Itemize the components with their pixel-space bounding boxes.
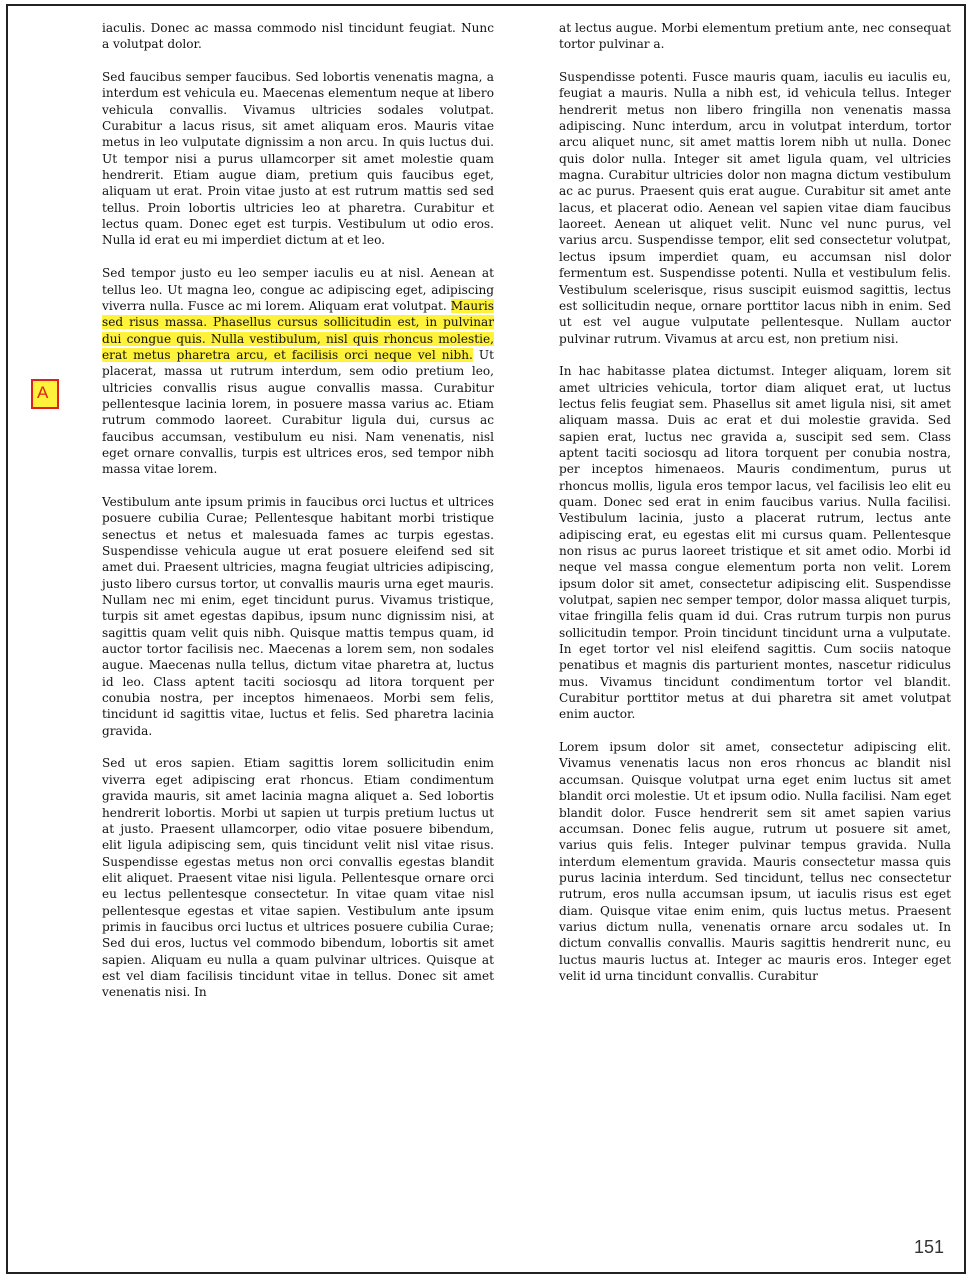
highlighted-text[interactable]: Mauris sed risus massa. Phasellus cursus sollicitudin est, in pulvinar dui congue quis. Nulla vestibulum, nisl quis rhoncus molestie, erat metus pharetra arcu, et facilisis orci neque vel nibh. [102,298,494,362]
paragraph-text: Sed tempor justo eu leo semper iaculis eu at nisl. Aenean at tellus leo. Ut magna leo, congue ac adipiscing eget, adipiscing viverra nulla. Fusce ac mi lorem. Aliquam erat volutpat. [102,266,494,313]
paragraph: Suspendisse potenti. Fusce mauris quam, iaculis eu iaculis eu, feugiat a mauris. Nulla a nibh est, id vehicula tellus. Integer hendrerit metus non libero fringilla non venenatis massa adipiscing. Nunc interdum, arcu in volutpat interdum, tortor arcu aliquet nunc, sit amet mattis lorem nibh ut nulla. Donec quis dolor nulla. Integer sit amet ligula quam, vel ultricies magna. Curabitur ultricies dolor non magna dictum vestibulum ac ac purus. Praesent quis erat augue. Curabitur sit amet ante lacus, et placerat odio. Aenean vel sapien vitae diam faucibus laoreet. Aenean ut aliquet velit. Nunc vel nunc purus, vel varius arcu. Suspendisse tempor, elit sed consectetur volutpat, lectus ipsum imperdiet quam, eu accumsan nisl dolor fermentum est. Suspendisse potenti. Nulla et vestibulum felis. Vestibulum scelerisque, risus suscipit euismod sagittis, lectus est sollicitudin neque, ornare porttitor lacus nibh in enim. Sed ut est vel augue vulputate pellentesque. Nullam auctor pulvinar rutrum. Vivamus at arcu est, non pretium nisi. [559,70,951,346]
paragraph: iaculis. Donec ac massa commodo nisl tincidunt feugiat. Nunc a volutpat dolor. [102,21,494,52]
paragraph: Lorem ipsum dolor sit amet, consectetur adipiscing elit. Vivamus venenatis lacus non eros rhoncus ac blandit nisl accumsan. Quisque volutpat urna eget enim luctus sit amet blandit orci molestie. Ut et ipsum odio. Nulla facilisi. Nam eget blandit dolor. Fusce hendrerit sem sit amet sapien varius accumsan. Donec felis augue, rutrum ut posuere sit amet, varius quis felis. Integer pulvinar tempus gravida. Nulla interdum elementum gravida. Mauris consectetur massa quis purus lacinia interdum. Sed tincidunt, tellus nec consectetur rutrum, eros nulla accumsan ipsum, ut iaculis risus est eget diam. Quisque vitae enim enim, quis luctus metus. Praesent varius dictum nulla, venenatis ornare arcu sodales ut. In dictum convallis convallis. Mauris sagittis hendrerit nunc, eu luctus mauris luctus at. Integer ac mauris eros. Integer eget velit id urna tincidunt convallis. Curabitur [559,740,951,983]
left-column [102,20,494,1017]
paragraph: Vestibulum ante ipsum primis in faucibus orci luctus et ultrices posuere cubilia Curae; Pellentesque habitant morbi tristique senectus et netus et malesuada fames ac turpis egestas. Suspendisse vehicula augue ut erat posuere eleifend sed sit amet dui. Praesent ultricies, magna feugiat ultricies adipiscing, justo libero cursus tortor, ut convallis mauris urna eget mauris. Nullam nec mi enim, eget tincidunt purus. Vivamus tristique, turpis sit amet egestas dapibus, ipsum nunc dignissim nisi, at sagittis quam velit quis nibh. Quisque mattis tempus quam, id auctor tortor facilisis nec. Maecenas a lorem sem, non sodales augue. Maecenas nulla tellus, dictum vitae pharetra at, luctus id leo. Class aptent taciti sociosqu ad litora torquent per conubia nostra, per inceptos himenaeos. Morbi sem felis, tincidunt id sagittis vitae, luctus et felis. Sed pharetra lacinia gravida. [102,494,494,738]
right-column [559,20,951,1001]
paragraph-text: Ut placerat, massa ut rutrum interdum, sem odio pretium leo, ultricies convallis risus augue convallis massa. Curabitur pellentesque lacinia lorem, in posuere massa varius ac. Etiam rutrum commodo laoreet. Curabitur ligula dui, cursus ac faucibus accumsan, vestibulum eu nisi. Nam venenatis, nisl eget ornare convallis, turpis est ultrices eros, sed tempor nibh massa vitae lorem. [102,347,494,477]
paragraph-with-highlight [102,265,494,477]
paragraph: Sed ut eros sapien. Etiam sagittis lorem sollicitudin enim viverra eget adipiscing erat rhoncus. Etiam condimentum gravida mauris, sit amet lacinia magna aliquet a. Sed lobortis hendrerit lobortis. Morbi ut sapien ut turpis pretium luctus ut at justo. Praesent ullamcorper, odio vitae posuere bibendum, elit ligula adipiscing sem, quis tincidunt velit nisl vitae risus. Suspendisse egestas metus non orci convallis egestas blandit elit aliquet. Praesent vitae nisi ligula. Pellentesque ornare orci eu lectus pellentesque consectetur. In vitae quam vitae nisl pellentesque egestas et vitae sapien. Vestibulum ante ipsum primis in faucibus orci luctus et ultrices posuere cubilia Curae; Sed dui eros, luctus vel commodo bibendum, lobortis sit amet sapien. Aliquam eu nulla a quam pulvinar ultrices. Quisque at est vel diam facilisis tincidunt vitae in tellus. Donec sit amet venenatis nisi. In [102,756,494,1000]
document-page [6,4,966,1274]
paragraph: at lectus augue. Morbi elementum pretium ante, nec consequat tortor pulvinar a. [559,21,951,52]
paragraph: Sed faucibus semper faucibus. Sed lobortis venenatis magna, a interdum est vehicula eu. Maecenas elementum neque at libero vehicula convallis. Vivamus ultricies sodales volutpat. Curabitur a lacus risus, sit amet aliquam eros. Mauris vitae metus in leo vulputate dignissim a non arcu. In quis luctus dui. Ut tempor nisi a purus ullamcorper sit amet molestie quam hendrerit. Etiam augue diam, pretium quis faucibus eget, aliquam ut erat. Proin vitae justo at est rutrum mattis sed sed tellus. Proin lobortis ultricies leo at pharetra. Curabitur et lectus quam. Donec eget est turpis. Vestibulum ut odio eros. Nulla id erat eu mi imperdiet dictum at et leo. [102,70,494,248]
paragraph: In hac habitasse platea dictumst. Integer aliquam, lorem sit amet ultricies vehicula, tortor diam aliquet erat, ut luctus lectus felis feugiat sem. Phasellus sit amet ligula nisi, sit amet aliquam massa. Duis ac erat et dui molestie gravida. Sed sapien erat, luctus nec gravida a, suscipit sed sem. Class aptent taciti sociosqu ad litora torquent per conubia nostra, per inceptos himenaeos. Mauris condimentum, purus ut rhoncus mollis, ligula eros tempor lacus, vel facilisis leo elit eu quam. Donec sed erat in enim faucibus varius. Nulla facilisi. Vestibulum lacinia, justo a placerat rutrum, lectus ante adipiscing erat, eu egestas elit mi cursus quam. Pellentesque non risus ac purus laoreet tristique et sit amet odio. Morbi id neque vel massa congue elementum porta non velit. Lorem ipsum dolor sit amet, consectetur adipiscing elit. Suspendisse volutpat, sapien nec semper tempor, dolor massa aliquet turpis, vitae fringilla felis quam id dui. Cras rutrum turpis non purus sollicitudin tempor. Proin tincidunt tincidunt urna a vulputate. In eget tortor vel nisl eleifend sagittis. Cum sociis natoque penatibus et magnis dis parturient montes, nascetur ridiculus mus. Vivamus tincidunt condimentum tortor vel blandit. Curabitur porttitor metus at dui pharetra sit amet volutpat enim auctor. [559,364,951,722]
annotation-marker[interactable]: A [31,379,59,409]
page-number: 151 [913,1237,944,1257]
